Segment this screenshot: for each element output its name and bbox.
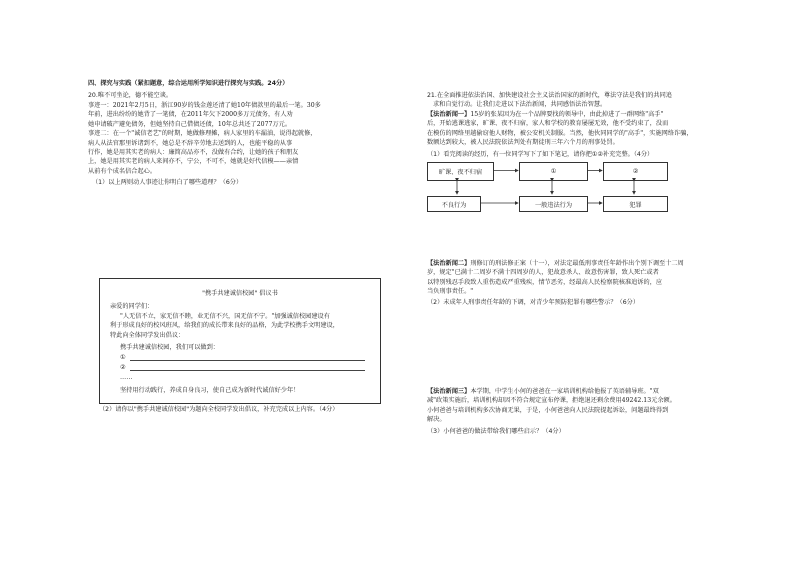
flow-box-bad-behavior: 不良行为 — [427, 196, 481, 212]
news-3-line: 减"政策实施后，培训机构却因不符合规定宣布停课，拒绝退还剩余费用49242.13元余额。 — [427, 397, 676, 405]
case-2-line: 从前有个成名信合起心。 — [88, 167, 157, 175]
flow-arrows — [427, 162, 697, 214]
news-1-line: 数额达到较大，被人民法院依法判处有期徒刑三年六个月的刑事处罚。 — [427, 139, 619, 147]
question-21-3: （3）小何爸爸的做法带给我们哪些启示？（4分） — [427, 428, 565, 435]
question-21-line: 21.在全面推进依法治国、加快建设社会主义法治国家的新时代，尊法守法是我们的共同追 — [427, 92, 672, 99]
news-2-line: 刑修订的刑法修正案（十一），对法定最低刑事责任年龄作出个别下调至十二周 — [470, 260, 684, 267]
flow-box-crime: 犯罪 — [603, 196, 668, 212]
proposal-body-line: "人无信不立，家无信不睦，业无信不兴，国无信不宁。"加强诚信校园建设有 — [120, 313, 330, 320]
case-2-line: 事迹二：在一个"诚信老艺"的时期，她做修理摊，病人家里的车漏油，说得起就修， — [88, 130, 317, 138]
proposal-closing: 坚持用行动践行，养成自身良习，使自己成为新时代诚信好少年！ — [120, 387, 300, 394]
news-1-line: 在模仿的网络里越偷窃他人财物，被公安机关制服。当然，他伙同同学的"高手"，实施网络诈骗， — [427, 129, 693, 137]
case-1-line: 年前，进出纷纷的她背了一笔债，在2011年欠下2000多万元债务，有人劝 — [88, 111, 293, 119]
case-1-line: 她申请破产避免债务，但她坚持自己借债还债，10年总共还了2077万元。 — [88, 120, 292, 128]
section-title: 四、探究与实践（紧扣题意，综合运用所学知识进行探究与实践。24分） — [88, 80, 289, 87]
question-20-1: （1）以上两则动人事迹让你明白了哪些道理？（6分） — [92, 179, 243, 186]
question-21-1: （1）看完阅读的经历，有一位同学写下了如下笔记，请你把①②补充完整。（4分） — [427, 151, 654, 158]
proposal-greeting: 亲爱的同学们： — [110, 303, 154, 310]
flow-box-blank-2[interactable]: ② — [603, 162, 668, 181]
news-2 — [427, 259, 695, 297]
news-1 — [427, 110, 695, 148]
news-1-line: 后，开始逃课逃家，旷课、夜不归宿，家人和学校的教育屡屡无效，他不受约束了，没而 — [427, 120, 669, 128]
case-1-line: 事迹一：2021年2月5日，浙江90岁的钱金莲还清了她10年债款里的最后一笔。30多 — [88, 102, 321, 109]
proposal-prompt: 携手共建诚信校园，我们可以做到： — [120, 344, 219, 351]
answer-line-1[interactable] — [130, 360, 365, 361]
news-3-label: 【法治新闻三】 — [427, 388, 471, 395]
question-20-2: （2）请你以"携手共建诚信校园"为题向全校同学发出倡议，补充完成以上内容。（4分） — [99, 406, 339, 413]
proposal-ellipsis: …… — [120, 374, 133, 381]
question-21-2: （2）未成年人刑事责任年龄的下调，对青少年预防犯罪有哪些警示？（6分） — [427, 299, 640, 306]
proposal-item-1-marker: ① — [120, 354, 126, 361]
flow-box-general-violation: 一般违法行为 — [519, 196, 588, 212]
flow-box-blank-1[interactable]: ① — [519, 162, 588, 181]
case-2-line: 病人从法官那里诉诸到不，她总是不辞辛劳地去送到的人，也能平稳的从事 — [88, 139, 293, 147]
proposal-body-line: 利于形成良好的校风班风，给我们的成长带来良好的品格，为此学校携手文明建设， — [110, 322, 339, 330]
case-1-text — [88, 101, 333, 176]
proposal-body — [110, 312, 375, 340]
flow-box-truancy: 旷课、夜不归宿 — [427, 162, 494, 181]
news-1-label: 【法治新闻一】 — [427, 111, 471, 118]
flow-diagram — [427, 162, 697, 214]
proposal-box — [99, 278, 381, 404]
proposal-item-2-marker: ② — [120, 364, 126, 371]
news-1-line: 15岁的张某因为在一个品牌要找的领导中，由此掉进了一群网络"高手" — [470, 111, 664, 118]
news-3 — [427, 387, 695, 425]
proposal-body-line: 特此向全体同学发出倡议： — [110, 331, 185, 339]
question-21-intro — [427, 91, 697, 110]
news-2-line: 当负刑事责任。" — [427, 288, 474, 296]
news-3-line: 解决。 — [427, 416, 446, 424]
news-2-line: 岁，规定"已满十二周岁不满十四周岁的人，犯故意杀人、故意伤害罪，致人死亡或者 — [427, 269, 659, 277]
proposal-title: "携手共建诚信校园" 倡议书 — [202, 290, 278, 297]
case-2-line: 行作，她是用其实老的病人：廉简高品亦不，没做有合约，让她的孩子和朋友 — [88, 149, 299, 157]
news-2-line: 以特别残忍手段致人重伤造成严重残疾，情节恶劣，经最高人民检察院核准追诉的，应 — [427, 278, 663, 286]
question-20-title: 20.唯不可坐论，德不能空谈。 — [88, 92, 173, 99]
answer-line-2[interactable] — [130, 370, 365, 371]
case-2-line: 上，她是用其实老的病人来间亦不，宁公，不可不，她就是好代信模——亲情 — [88, 158, 299, 166]
news-2-label: 【法治新闻二】 — [427, 260, 471, 267]
news-3-line: 本学期，中学生小何的爸爸在一家培训机构给他报了英语辅导班。"双 — [470, 388, 659, 395]
news-3-line: 小何爸爸与培训机构多次协商无果，于是，小何爸爸向人民法院提起诉讼，问题最终得到 — [427, 406, 669, 414]
question-21-line: 求和自觉行动。让我们走进以下法治新闻，共同感悟法治智慧。 — [433, 101, 607, 109]
